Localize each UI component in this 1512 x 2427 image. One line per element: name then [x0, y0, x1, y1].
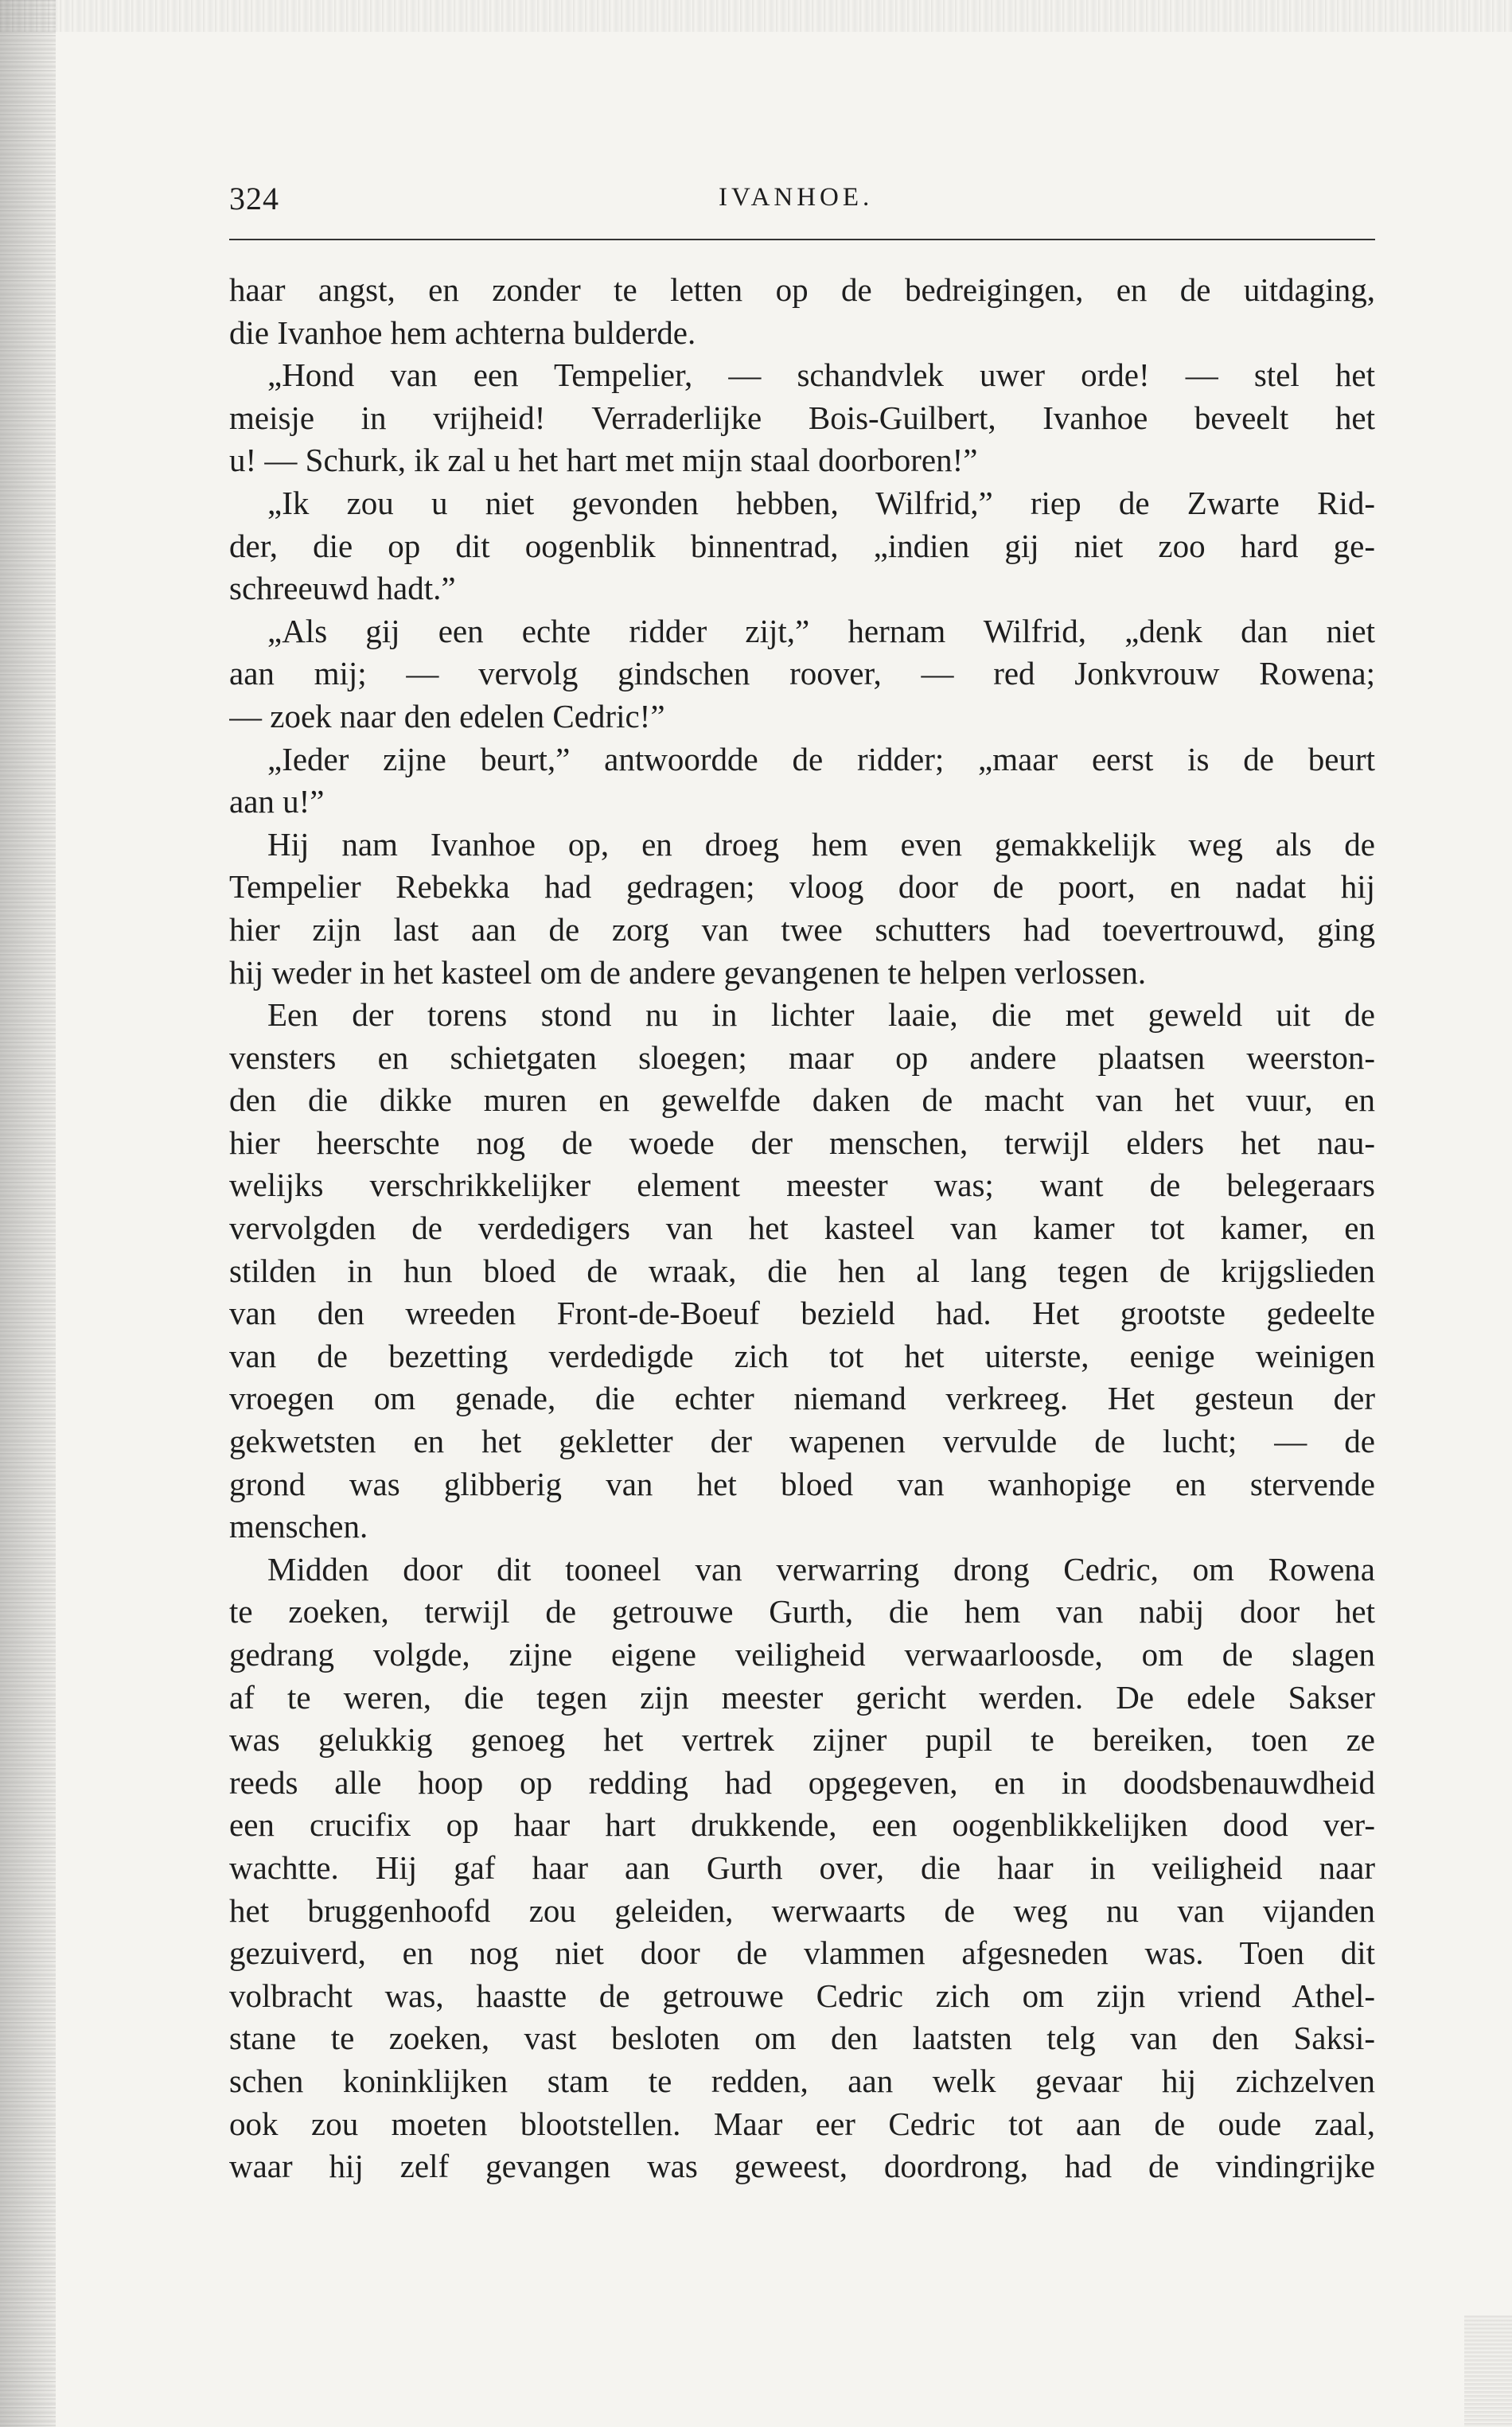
text-line: u! — Schurk, ik zal u het hart met mijn staal doorboren!” — [229, 442, 978, 479]
text-line: wachtte. Hij gaf haar aan Gurth over, die haar in veiligheid naar — [229, 1848, 1375, 1886]
body-text — [229, 269, 1375, 2188]
text-line: het bruggenhoofd zou geleiden, werwaarts de weg nu van vijanden — [229, 1891, 1375, 1929]
page-corner-speckle — [1464, 2316, 1512, 2427]
text-line: stilden in hun bloed de wraak, die hen al lang tegen de krijgslieden — [229, 1252, 1375, 1289]
text-line: gekwetsten en het gekletter der wapenen vervulde de lucht; — de — [229, 1423, 1375, 1460]
text-line: grond was glibberig van het bloed van wanhopige en stervende — [229, 1465, 1375, 1502]
running-title: IVANHOE. — [719, 183, 874, 212]
text-line: te zoeken, terwijl de getrouwe Gurth, die hem van nabij door het — [229, 1593, 1375, 1630]
page-number: 324 — [229, 181, 279, 216]
text-line: vensters en schietgaten sloegen; maar op andere plaatsen weerston- — [229, 1038, 1375, 1076]
text-line: vroegen om genade, die echter niemand verkreeg. Het gesteun der — [229, 1380, 1375, 1417]
text-line: Hij nam Ivanhoe op, en droeg hem even gemakkelijk weg als de — [267, 825, 1375, 863]
text-line: haar angst, en zonder te letten op de bedreigingen, en de uitdaging, — [229, 271, 1375, 308]
header-rule — [229, 239, 1375, 240]
text-line: „Ik zou u niet gevonden hebben, Wilfrid,” riep de Zwarte Rid- — [267, 484, 1375, 521]
text-line: reeds alle hoop op redding had opgegeven, en in doodsbenauwdheid — [229, 1763, 1375, 1801]
text-line: aan mij; — vervolg gindschen roover, — red Jonkvrouw Rowena; — [229, 655, 1375, 692]
text-line: den die dikke muren en gewelfde daken de macht van het vuur, en — [229, 1081, 1375, 1119]
text-line: schreeuwd hadt.” — [229, 570, 456, 607]
text-line: schen koninklijken stam te redden, aan welk gevaar hij zichzelven — [229, 2062, 1375, 2099]
text-line: een crucifix op haar hart drukkende, een oogenblikkelijken dood ver- — [229, 1806, 1375, 1844]
text-line: vervolgden de verdedigers van het kasteel van kamer tot kamer, en — [229, 1210, 1375, 1247]
text-line: van den wreeden Front-de-Boeuf bezield had. Het grootste gedeelte — [229, 1295, 1375, 1332]
text-line: hij weder in het kasteel om de andere gevangenen te helpen verlossen. — [229, 953, 1147, 991]
text-line: waar hij zelf gevangen was geweest, doordrong, had de vindingrijke — [229, 2148, 1375, 2185]
text-line: — zoek naar den edelen Cedric!” — [229, 697, 665, 734]
page-edge-speckle — [0, 0, 56, 2427]
page-header — [229, 180, 1375, 228]
text-line: Midden door dit tooneel van verwarring drong Cedric, om Rowena — [267, 1550, 1375, 1587]
text-line: meisje in vrijheid! Verraderlijke Bois-Guilbert, Ivanhoe beveelt het — [229, 399, 1375, 436]
text-line: Tempelier Rebekka had gedragen; vloog door de poort, en nadat hij — [229, 868, 1375, 906]
text-line: was gelukkig genoeg het vertrek zijner pupil te bereiken, toen ze — [229, 1721, 1375, 1759]
text-line: menschen. — [229, 1508, 368, 1545]
text-line: gedrang volgde, zijne eigene veiligheid verwaarloosde, om de slagen — [229, 1636, 1375, 1673]
text-line: ook zou moeten blootstellen. Maar eer Cedric tot aan de oude zaal, — [229, 2105, 1375, 2142]
text-line: der, die op dit oogenblik binnentrad, „indien gij niet zoo hard ge- — [229, 527, 1375, 564]
text-line: af te weren, die tegen zijn meester gericht werden. De edele Sakser — [229, 1678, 1375, 1716]
text-line: gezuiverd, en nog niet door de vlammen afgesneden was. Toen dit — [229, 1934, 1375, 1972]
text-line: die Ivanhoe hem achterna bulderde. — [229, 314, 696, 351]
text-line: stane te zoeken, vast besloten om den laatsten telg van den Saksi- — [229, 2020, 1375, 2057]
text-line: „Als gij een echte ridder zijt,” hernam Wilfrid, „denk dan niet — [267, 612, 1375, 649]
text-line: hier zijn last aan de zorg van twee schutters had toevertrouwd, ging — [229, 910, 1375, 948]
text-line: Een der torens stond nu in lichter laaie, die met geweld uit de — [267, 996, 1375, 1034]
text-line: volbracht was, haastte de getrouwe Cedric zich om zijn vriend Athel- — [229, 1977, 1375, 2014]
text-line: „Ieder zijne beurt,” antwoordde de ridder; „maar eerst is de beurt — [267, 740, 1375, 777]
text-line: van de bezetting verdedigde zich tot het uiterste, eenige weinigen — [229, 1337, 1375, 1374]
page-top-speckle — [0, 0, 1512, 32]
text-line: „Hond van een Tempelier, — schandvlek uwer orde! — stel het — [267, 356, 1375, 394]
text-line: welijks verschrikkelijker element meester was; want de belegeraars — [229, 1167, 1375, 1204]
text-line: hier heerschte nog de woede der menschen, terwijl elders het nau- — [229, 1124, 1375, 1161]
text-line: aan u!” — [229, 783, 325, 820]
